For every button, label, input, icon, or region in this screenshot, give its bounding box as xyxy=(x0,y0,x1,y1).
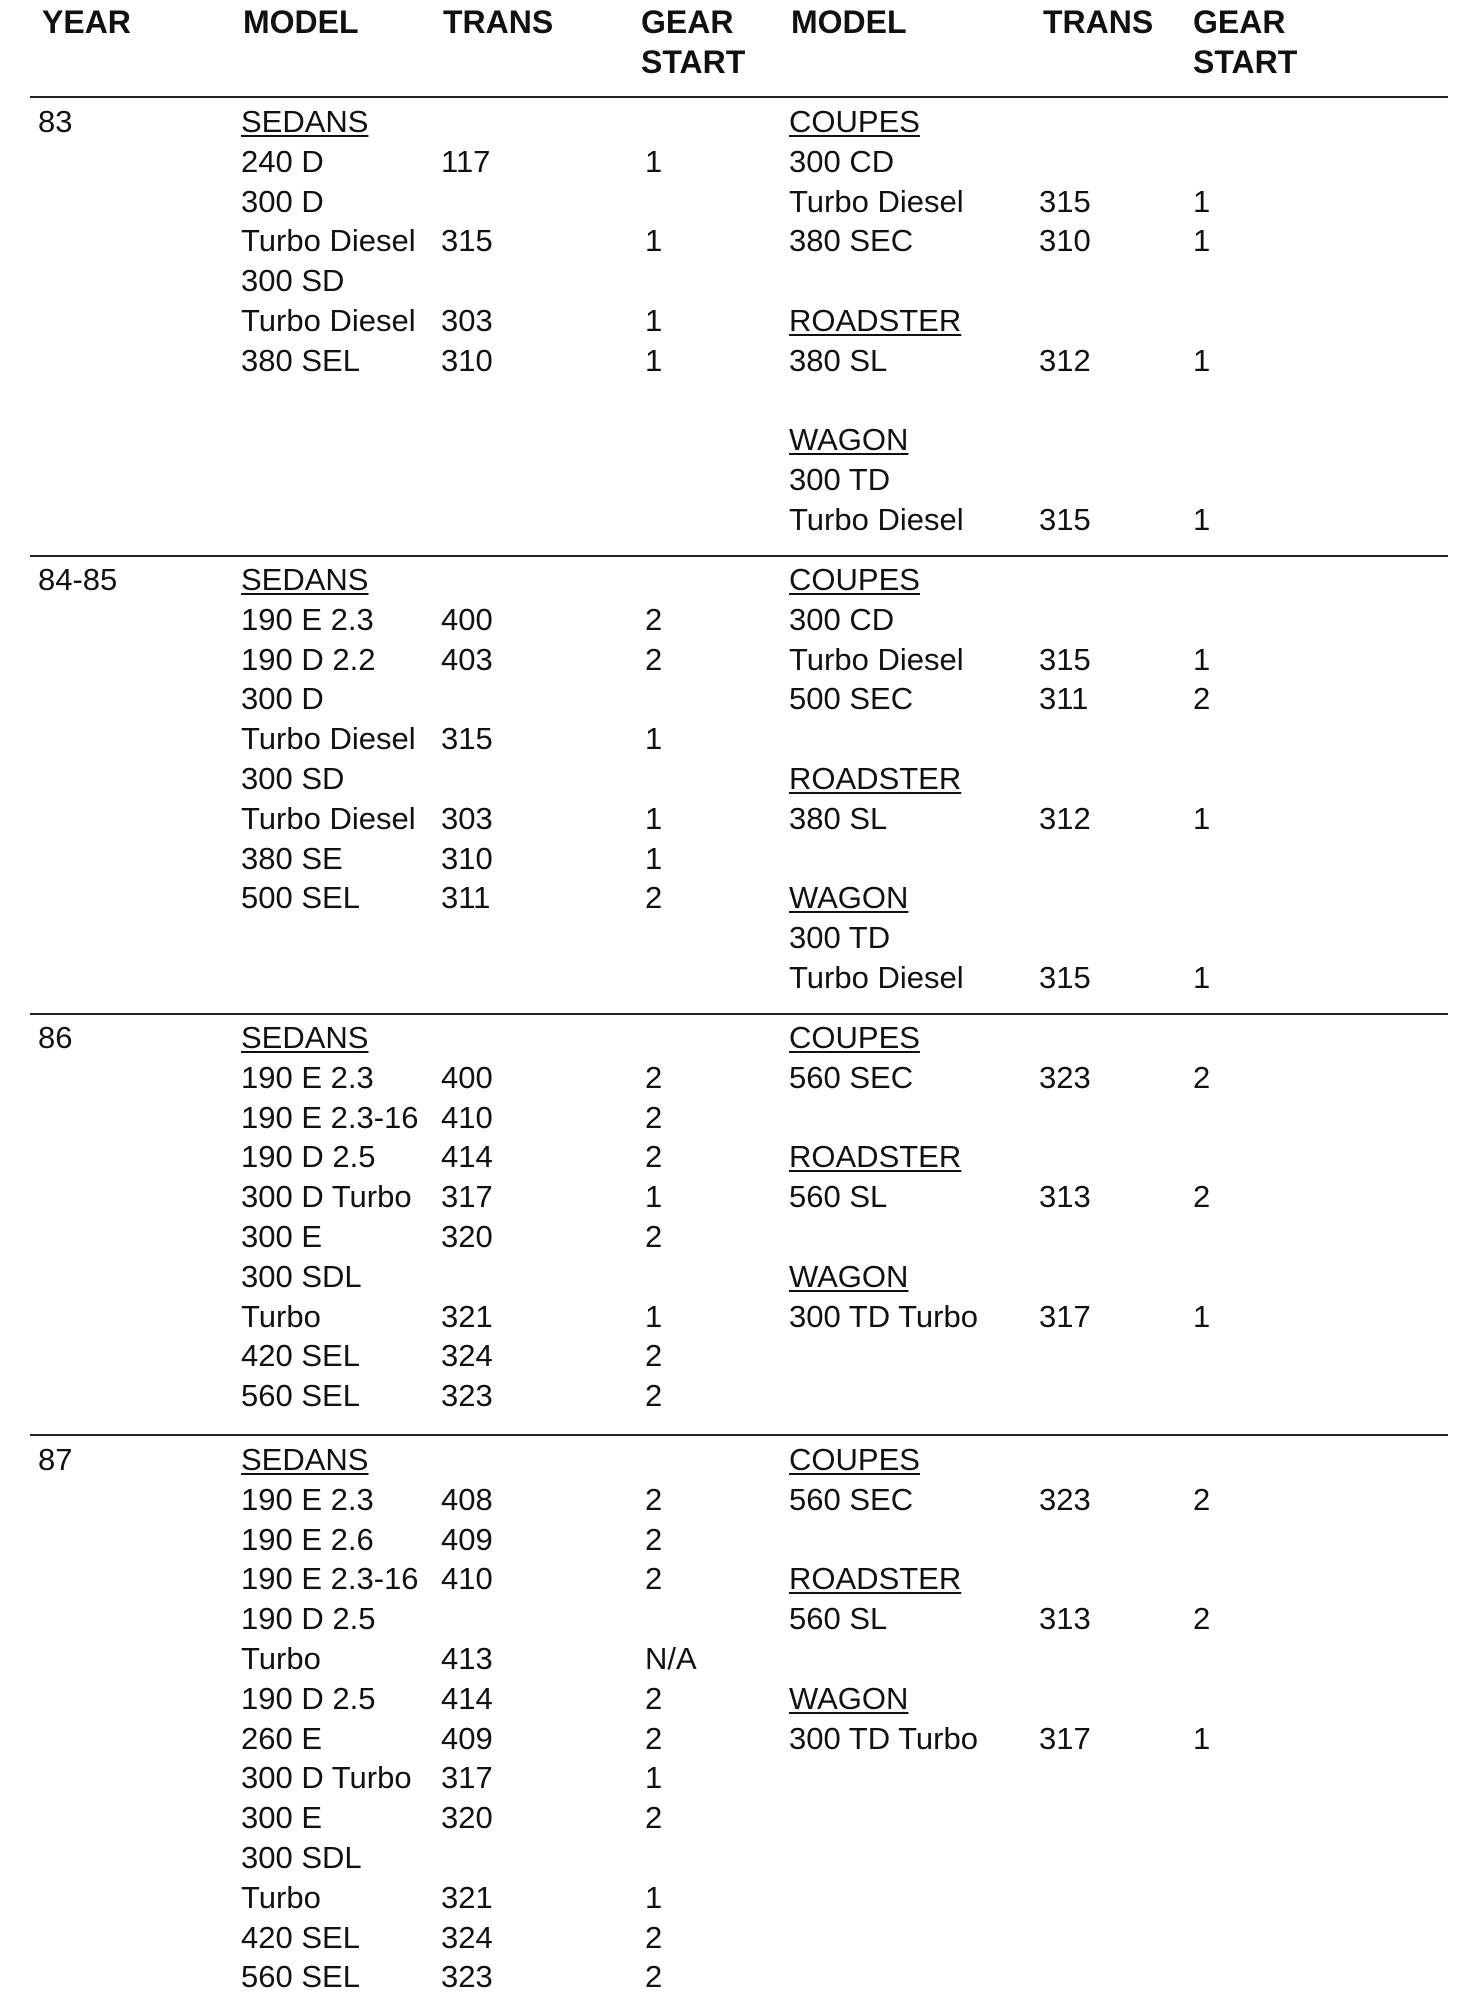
left-trans-cell: 317 xyxy=(441,1760,493,1796)
right-model-cell: Turbo Diesel xyxy=(789,502,964,537)
header-rule xyxy=(30,96,1448,98)
left-gear-start-cell: 2 xyxy=(645,1338,663,1374)
left-gear-start-cell: 1 xyxy=(645,143,663,179)
left-model-cell: 560 SEL xyxy=(241,1959,360,1995)
left-trans-cell: 320 xyxy=(441,1219,493,1254)
left-model-cell: 420 SEL xyxy=(241,1338,360,1374)
left-model-cell: 190 E 2.6 xyxy=(241,1521,374,1557)
header-gear-left: GEAR xyxy=(641,4,734,40)
left-model-cell: 560 SEL xyxy=(241,1378,360,1414)
left-trans-cell: 409 xyxy=(441,1521,493,1557)
left-trans-cell: 324 xyxy=(441,1338,493,1374)
left-model-cell: Turbo Diesel xyxy=(241,223,416,259)
right-trans-cell: 323 xyxy=(1039,1481,1091,1517)
right-trans-cell: 312 xyxy=(1039,342,1091,378)
right-model-cell: 560 SEC xyxy=(789,1059,914,1095)
left-trans-cell: 310 xyxy=(441,840,493,876)
left-model-cell: Turbo xyxy=(241,1879,321,1915)
left-model-cell: 190 E 2.3-16 xyxy=(241,1561,419,1597)
left-gear-start-cell: 2 xyxy=(645,1680,663,1716)
left-trans-cell: 400 xyxy=(441,1059,493,1095)
left-model-cell: 190 D 2.5 xyxy=(241,1139,376,1175)
right-model-cell: 380 SL xyxy=(789,800,888,836)
right-model-cell: 560 SL xyxy=(789,1179,888,1215)
right-gear-start-cell: 1 xyxy=(1193,502,1211,537)
right-trans-cell: 315 xyxy=(1039,502,1091,537)
right-gear-start-cell: 1 xyxy=(1193,223,1211,259)
left-model-cell: 300 SD xyxy=(241,263,345,299)
left-trans-cell: 310 xyxy=(441,342,493,378)
right-section-heading: WAGON xyxy=(789,880,909,916)
header-year: YEAR xyxy=(42,4,131,40)
left-trans-cell: 317 xyxy=(441,1179,493,1215)
left-gear-start-cell: N/A xyxy=(645,1641,697,1676)
right-gear-start-cell: 2 xyxy=(1193,1601,1211,1637)
left-model-cell: 190 E 2.3 xyxy=(241,1059,374,1095)
right-trans-cell: 311 xyxy=(1039,681,1089,717)
left-section-heading: SEDANS xyxy=(241,562,369,597)
left-model-cell: 300 E xyxy=(241,1800,323,1836)
right-trans-cell: 317 xyxy=(1039,1720,1091,1756)
right-trans-cell: 323 xyxy=(1039,1059,1091,1095)
right-gear-start-cell: 2 xyxy=(1193,1179,1211,1215)
left-gear-start-cell: 2 xyxy=(645,1481,663,1517)
right-model-cell: 300 CD xyxy=(789,143,895,179)
left-trans-cell: 414 xyxy=(441,1680,493,1716)
left-gear-start-cell: 1 xyxy=(645,800,663,836)
header-model-left: MODEL xyxy=(243,4,359,40)
left-model-cell: 190 D 2.5 xyxy=(241,1680,376,1716)
left-trans-cell: 410 xyxy=(441,1561,493,1597)
left-model-cell: 260 E xyxy=(241,1720,323,1756)
left-gear-start-cell: 2 xyxy=(645,1959,663,1995)
left-model-cell: 380 SE xyxy=(241,840,343,876)
left-gear-start-cell: 2 xyxy=(645,1378,663,1414)
year-cell: 83 xyxy=(38,104,73,139)
right-gear-start-cell: 1 xyxy=(1193,960,1211,995)
left-trans-cell: 409 xyxy=(441,1720,493,1756)
left-gear-start-cell: 2 xyxy=(645,641,663,677)
right-model-cell: Turbo Diesel xyxy=(789,641,964,677)
left-trans-cell: 303 xyxy=(441,800,493,836)
header-gear-right: GEAR xyxy=(1193,4,1286,40)
left-model-cell: 190 E 2.3 xyxy=(241,601,374,637)
right-model-cell: 560 SL xyxy=(789,1601,888,1637)
left-model-cell: 300 SDL xyxy=(241,1258,362,1294)
right-model-cell: 380 SL xyxy=(789,342,888,378)
right-section-heading: WAGON xyxy=(789,422,909,458)
left-gear-start-cell: 2 xyxy=(645,1521,663,1557)
left-model-cell: 300 D Turbo xyxy=(241,1760,412,1796)
left-model-cell: 380 SEL xyxy=(241,342,360,378)
left-model-cell: Turbo Diesel xyxy=(241,303,416,338)
left-section-heading: SEDANS xyxy=(241,1442,369,1477)
right-section-heading: ROADSTER xyxy=(789,1139,962,1175)
right-gear-start-cell: 2 xyxy=(1193,1059,1211,1095)
header-start-right: START xyxy=(1193,44,1298,80)
left-model-cell: 300 SDL xyxy=(241,1840,362,1875)
header-start-left: START xyxy=(641,44,746,80)
right-trans-cell: 315 xyxy=(1039,641,1091,677)
left-model-cell: 300 E xyxy=(241,1219,323,1254)
left-model-cell: 300 SD xyxy=(241,761,345,796)
right-trans-cell: 315 xyxy=(1039,183,1091,219)
right-section-heading: WAGON xyxy=(789,1258,909,1294)
right-gear-start-cell: 1 xyxy=(1193,342,1211,378)
left-trans-cell: 323 xyxy=(441,1959,493,1995)
right-gear-start-cell: 1 xyxy=(1193,800,1211,836)
right-section-heading: COUPES xyxy=(789,1442,920,1477)
left-gear-start-cell: 2 xyxy=(645,1139,663,1175)
right-trans-cell: 315 xyxy=(1039,960,1091,995)
left-trans-cell: 414 xyxy=(441,1139,493,1175)
left-trans-cell: 315 xyxy=(441,721,493,757)
right-gear-start-cell: 1 xyxy=(1193,183,1211,219)
left-model-cell: Turbo xyxy=(241,1298,321,1334)
left-trans-cell: 408 xyxy=(441,1481,493,1517)
right-model-cell: 300 TD xyxy=(789,920,891,956)
left-model-cell: 300 D xyxy=(241,183,324,219)
left-gear-start-cell: 2 xyxy=(645,1720,663,1756)
year-cell: 87 xyxy=(38,1442,73,1477)
left-trans-cell: 403 xyxy=(441,641,493,677)
left-model-cell: 300 D xyxy=(241,681,324,717)
left-trans-cell: 117 xyxy=(441,143,491,179)
left-model-cell: 190 D 2.5 xyxy=(241,1601,376,1637)
left-gear-start-cell: 1 xyxy=(645,1179,663,1215)
right-model-cell: 380 SEC xyxy=(789,223,914,259)
right-section-heading: COUPES xyxy=(789,562,920,597)
left-gear-start-cell: 1 xyxy=(645,840,663,876)
left-gear-start-cell: 1 xyxy=(645,721,663,757)
left-model-cell: 300 D Turbo xyxy=(241,1179,412,1215)
left-gear-start-cell: 1 xyxy=(645,303,663,338)
left-gear-start-cell: 2 xyxy=(645,1919,663,1955)
right-section-heading: ROADSTER xyxy=(789,1561,962,1597)
left-model-cell: Turbo Diesel xyxy=(241,721,416,757)
right-model-cell: 560 SEC xyxy=(789,1481,914,1517)
right-gear-start-cell: 2 xyxy=(1193,1481,1211,1517)
right-gear-start-cell: 2 xyxy=(1193,681,1211,717)
left-trans-cell: 413 xyxy=(441,1641,493,1676)
right-trans-cell: 312 xyxy=(1039,800,1091,836)
left-section-heading: SEDANS xyxy=(241,104,369,139)
year-cell: 84-85 xyxy=(38,562,118,597)
left-gear-start-cell: 1 xyxy=(645,1879,663,1915)
left-gear-start-cell: 2 xyxy=(645,1059,663,1095)
right-gear-start-cell: 1 xyxy=(1193,641,1211,677)
left-trans-cell: 323 xyxy=(441,1378,493,1414)
right-model-cell: 300 TD xyxy=(789,462,891,498)
year-separator-rule xyxy=(30,1434,1448,1436)
year-separator-rule xyxy=(30,555,1448,557)
right-gear-start-cell: 1 xyxy=(1193,1298,1211,1334)
right-trans-cell: 310 xyxy=(1039,223,1091,259)
right-model-cell: Turbo Diesel xyxy=(789,960,964,995)
left-gear-start-cell: 1 xyxy=(645,1298,663,1334)
left-trans-cell: 303 xyxy=(441,303,493,338)
left-gear-start-cell: 2 xyxy=(645,1219,663,1254)
left-model-cell: 190 E 2.3 xyxy=(241,1481,374,1517)
year-cell: 86 xyxy=(38,1020,73,1055)
header-model-right: MODEL xyxy=(791,4,907,40)
left-model-cell: Turbo Diesel xyxy=(241,800,416,836)
right-model-cell: 300 TD Turbo xyxy=(789,1298,978,1334)
right-model-cell: 300 TD Turbo xyxy=(789,1720,978,1756)
left-model-cell: 240 D xyxy=(241,143,324,179)
header-trans-right: TRANS xyxy=(1043,4,1154,40)
left-model-cell: Turbo xyxy=(241,1641,321,1676)
left-gear-start-cell: 1 xyxy=(645,1760,663,1796)
left-gear-start-cell: 2 xyxy=(645,880,663,916)
left-trans-cell: 321 xyxy=(441,1879,493,1915)
left-gear-start-cell: 2 xyxy=(645,601,663,637)
left-gear-start-cell: 1 xyxy=(645,223,663,259)
left-model-cell: 190 D 2.2 xyxy=(241,641,376,677)
left-gear-start-cell: 2 xyxy=(645,1800,663,1836)
left-gear-start-cell: 2 xyxy=(645,1099,663,1135)
right-trans-cell: 317 xyxy=(1039,1298,1091,1334)
left-gear-start-cell: 2 xyxy=(645,1561,663,1597)
right-section-heading: COUPES xyxy=(789,1020,920,1055)
left-model-cell: 500 SEL xyxy=(241,880,360,916)
left-trans-cell: 315 xyxy=(441,223,493,259)
right-section-heading: COUPES xyxy=(789,104,920,139)
right-model-cell: Turbo Diesel xyxy=(789,183,964,219)
left-gear-start-cell: 1 xyxy=(645,342,663,378)
right-trans-cell: 313 xyxy=(1039,1601,1091,1637)
right-gear-start-cell: 1 xyxy=(1193,1720,1211,1756)
left-trans-cell: 410 xyxy=(441,1099,493,1135)
left-model-cell: 190 E 2.3-16 xyxy=(241,1099,419,1135)
year-separator-rule xyxy=(30,1013,1448,1015)
left-model-cell: 420 SEL xyxy=(241,1919,360,1955)
left-trans-cell: 324 xyxy=(441,1919,493,1955)
right-section-heading: ROADSTER xyxy=(789,761,962,796)
left-section-heading: SEDANS xyxy=(241,1020,369,1055)
right-section-heading: WAGON xyxy=(789,1680,909,1716)
left-trans-cell: 400 xyxy=(441,601,493,637)
right-section-heading: ROADSTER xyxy=(789,303,962,338)
left-trans-cell: 311 xyxy=(441,880,491,916)
right-model-cell: 500 SEC xyxy=(789,681,914,717)
right-trans-cell: 313 xyxy=(1039,1179,1091,1215)
left-trans-cell: 320 xyxy=(441,1800,493,1836)
right-model-cell: 300 CD xyxy=(789,601,895,637)
left-trans-cell: 321 xyxy=(441,1298,493,1334)
header-trans-left: TRANS xyxy=(443,4,554,40)
